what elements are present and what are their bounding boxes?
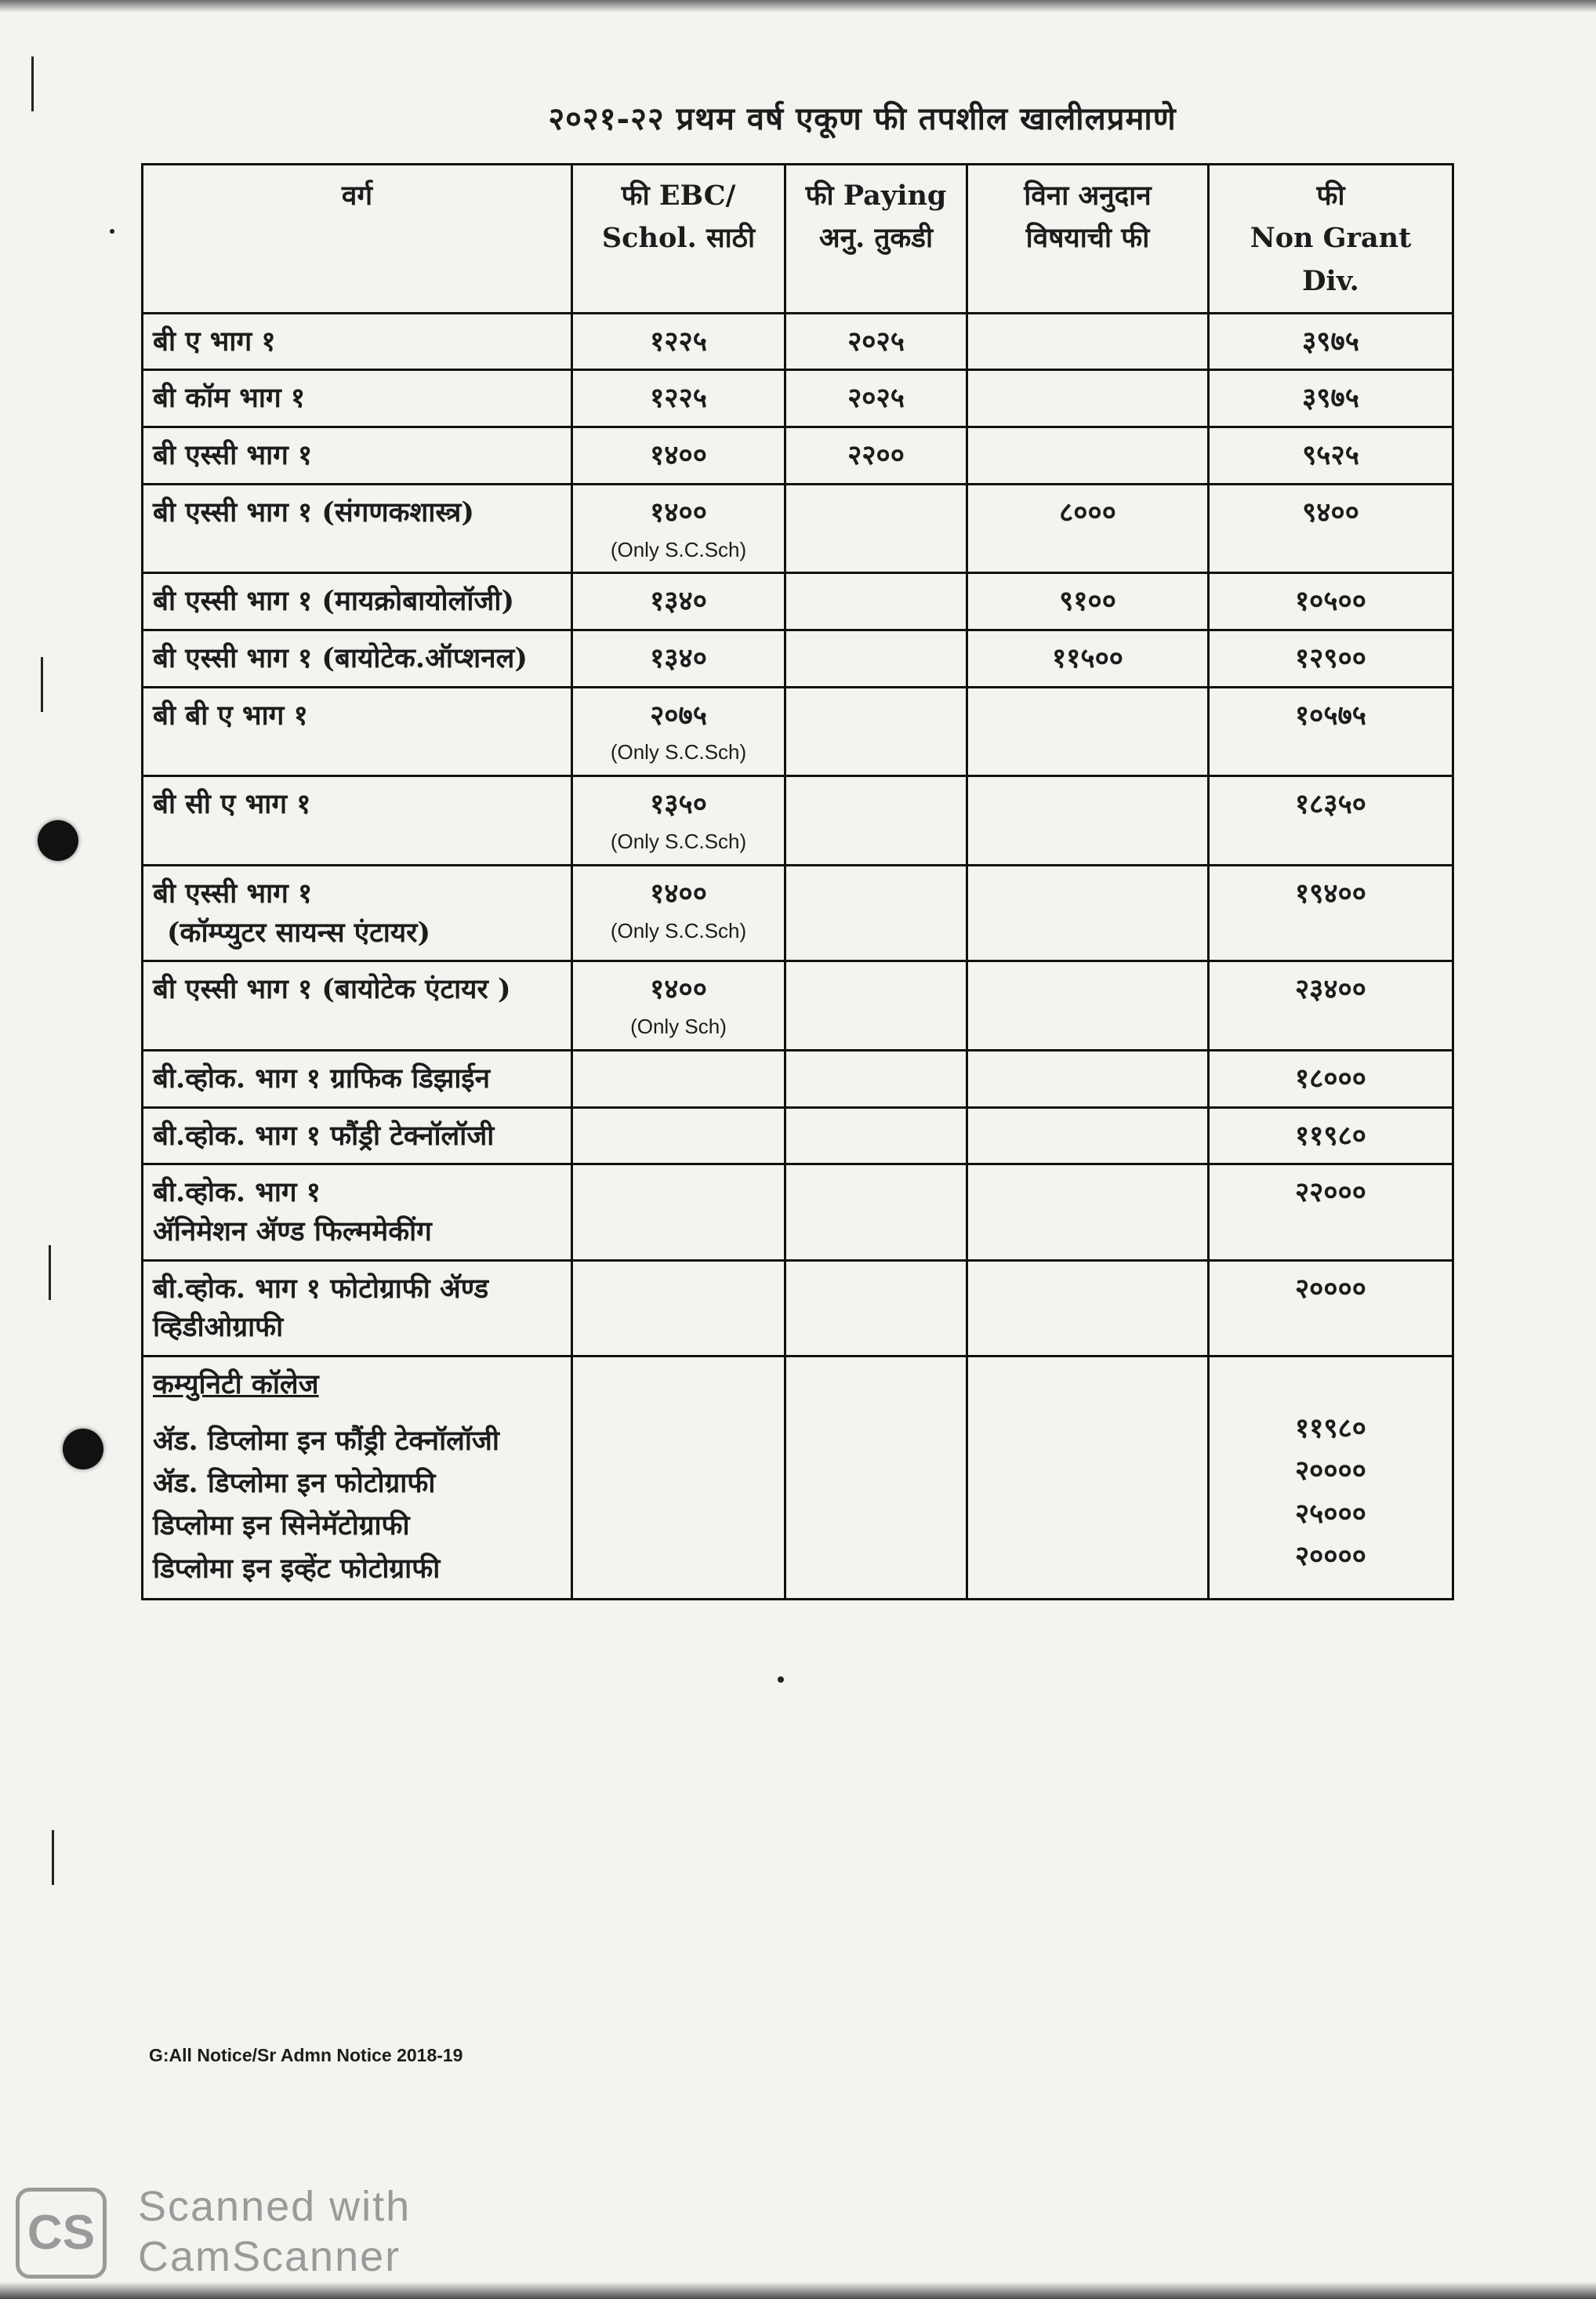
ebc-fee-cell: [572, 961, 785, 1051]
subject-fee: [967, 1164, 1209, 1260]
table-row: [143, 630, 1453, 688]
paying-fee: २२००: [785, 427, 967, 485]
ebc-note: (Only S.C.Sch): [610, 830, 747, 854]
ebc-fee-cell: [572, 687, 785, 776]
row-label: बी कॉम भाग १: [143, 370, 572, 427]
row-label: बी सी ए भाग १: [143, 776, 572, 866]
paying-fee: [785, 1260, 967, 1356]
non-grant-fee: २२०००: [1209, 1164, 1453, 1260]
table-row: [143, 1164, 1453, 1260]
subject-fee: [967, 1107, 1209, 1164]
header-subject-fee: विना अनुदान विषयाची फी: [967, 165, 1209, 314]
community-college-row: [143, 1357, 1453, 1600]
ebc-fee: १४००: [650, 496, 707, 528]
ebc-fee-cell: [572, 865, 785, 961]
subject-fee: [967, 687, 1209, 776]
row-label: बी एस्सी भाग १ (संगणकशास्त्र): [143, 484, 572, 573]
community-college-cell: [143, 1357, 572, 1600]
ebc-note: (Only S.C.Sch): [610, 537, 747, 561]
subject-fee: [967, 313, 1209, 370]
non-grant-fee: १८०००: [1209, 1050, 1453, 1107]
ebc-fee-cell: [572, 776, 785, 866]
row-label: बी एस्सी भाग १: [153, 877, 313, 910]
table-row: [143, 1050, 1453, 1107]
subject-fee: [967, 865, 1209, 961]
non-grant-fee: १९४००: [1209, 865, 1453, 961]
paying-fee: [785, 776, 967, 866]
camscanner-logo-icon: CS: [16, 2188, 107, 2279]
table-row: [143, 484, 1453, 573]
subject-fee: ११५००: [967, 630, 1209, 688]
scan-speck: [110, 229, 114, 234]
document-title: २०२१-२२ प्रथम वर्ष एकूण फी तपशील खालीलप्रमाणे: [548, 100, 1177, 137]
margin-mark: [49, 1245, 51, 1300]
watermark-line1: Scanned with: [138, 2183, 412, 2230]
ebc-fee-cell: [572, 484, 785, 573]
paying-fee: [785, 1107, 967, 1164]
non-grant-fee: ११९८०: [1294, 1412, 1366, 1445]
non-grant-fee: १२९००: [1209, 630, 1453, 688]
header-ebc: फी EBC/ Schol. साठी: [572, 165, 785, 314]
non-grant-fee: १८३५०: [1209, 776, 1453, 866]
paying-fee: [785, 865, 967, 961]
paying-fee: २०२५: [785, 313, 967, 370]
community-college-fees: [1209, 1357, 1453, 1600]
row-label-cell: [143, 865, 572, 961]
ebc-fee: १४००: [572, 427, 785, 485]
header-paying: फी Paying अनु. तुकडी: [785, 165, 967, 314]
camscanner-watermark: [138, 2181, 411, 2282]
row-label: बी एस्सी भाग १: [143, 427, 572, 485]
paying-fee: [785, 630, 967, 688]
punch-hole: [63, 1429, 103, 1469]
margin-mark: [41, 657, 43, 712]
ebc-note: (Only Sch): [630, 1015, 727, 1039]
paying-fee: [785, 961, 967, 1051]
footer-file-path: G:All Notice/Sr Admn Notice 2018-19: [149, 2045, 463, 2065]
table-row: [143, 573, 1453, 630]
ebc-note: (Only S.C.Sch): [610, 918, 747, 942]
table-row: [143, 687, 1453, 776]
paying-fee: [785, 1357, 967, 1600]
non-grant-fee: ९४००: [1209, 484, 1453, 573]
subject-fee: [967, 1357, 1209, 1600]
row-label: बी.व्होक. भाग १ ग्राफिक डिझाईन: [143, 1050, 572, 1107]
community-college-item: डिप्लोमा इन सिनेमॅटोग्राफी: [153, 1509, 410, 1542]
row-label: बी एस्सी भाग १ (बायोटेक एंटायर ): [143, 961, 572, 1051]
margin-mark: [52, 1830, 54, 1885]
scan-speck: [778, 1676, 784, 1683]
non-grant-fee: ११९८०: [1209, 1107, 1453, 1164]
ebc-fee: १४००: [650, 973, 707, 1006]
table-row: [143, 1260, 1453, 1356]
paying-fee: [785, 573, 967, 630]
community-college-heading: कम्युनिटी कॉलेज: [153, 1368, 319, 1401]
non-grant-fee: २००००: [1294, 1455, 1366, 1487]
paying-fee: २०२५: [785, 370, 967, 427]
subject-fee: [967, 776, 1209, 866]
ebc-note: (Only S.C.Sch): [610, 740, 747, 765]
non-grant-fee: १०५७५: [1209, 687, 1453, 776]
ebc-fee: [572, 1050, 785, 1107]
fee-table: [141, 163, 1454, 1600]
row-label: बी एस्सी भाग १ (बायोटेक.ऑप्शनल): [143, 630, 572, 688]
community-college-item: ॲड. डिप्लोमा इन फौंड्री टेक्नॉलॉजी: [153, 1424, 499, 1457]
row-label-line2: (कॉम्प्युटर सायन्स एंटायर): [167, 916, 431, 949]
punch-hole: [38, 820, 78, 861]
row-label: बी.व्होक. भाग १ फोटोग्राफी ॲण्ड: [153, 1272, 489, 1305]
row-label-cell: [143, 1164, 572, 1260]
table-row: [143, 865, 1453, 961]
row-label: बी एस्सी भाग १ (मायक्रोबायोलॉजी): [143, 573, 572, 630]
margin-mark: [31, 56, 34, 111]
table-row: [143, 1107, 1453, 1164]
watermark-line2: CamScanner: [138, 2233, 401, 2280]
paying-fee: [785, 1164, 967, 1260]
non-grant-fee: १०५००: [1209, 573, 1453, 630]
ebc-fee: १४००: [650, 877, 707, 910]
ebc-fee: [572, 1260, 785, 1356]
row-label: बी ए भाग १: [143, 313, 572, 370]
paying-fee: [785, 484, 967, 573]
subject-fee: [967, 427, 1209, 485]
community-college-item: डिप्लोमा इन इव्हेंट फोटोग्राफी: [153, 1552, 441, 1585]
row-label: बी बी ए भाग १: [143, 687, 572, 776]
row-label-line2: ॲनिमेशन ॲण्ड फिल्ममेकींग: [153, 1215, 432, 1248]
non-grant-fee: ३९७५: [1209, 313, 1453, 370]
ebc-fee: १३४०: [572, 630, 785, 688]
non-grant-fee: ९५२५: [1209, 427, 1453, 485]
scan-top-edge: [0, 0, 1596, 13]
subject-fee: [967, 1260, 1209, 1356]
subject-fee: [967, 370, 1209, 427]
ebc-fee: २०७५: [650, 699, 707, 732]
paying-fee: [785, 687, 967, 776]
subject-fee: ८०००: [967, 484, 1209, 573]
header-non-grant: फी Non Grant Div.: [1209, 165, 1453, 314]
ebc-fee: १२२५: [572, 370, 785, 427]
non-grant-fee: ३९७५: [1209, 370, 1453, 427]
row-label: बी.व्होक. भाग १ फौंड्री टेक्नॉलॉजी: [143, 1107, 572, 1164]
table-row: [143, 313, 1453, 370]
subject-fee: [967, 1050, 1209, 1107]
non-grant-fee: २५०००: [1294, 1497, 1366, 1530]
ebc-fee: [572, 1164, 785, 1260]
table-row: [143, 776, 1453, 866]
header-class: वर्ग: [143, 165, 572, 314]
scan-bottom-edge: [0, 2282, 1596, 2299]
non-grant-fee: २००००: [1209, 1260, 1453, 1356]
ebc-fee: [572, 1357, 785, 1600]
non-grant-fee: २३४००: [1209, 961, 1453, 1051]
table-row: [143, 961, 1453, 1051]
row-label-cell: [143, 1260, 572, 1356]
ebc-fee: [572, 1107, 785, 1164]
paying-fee: [785, 1050, 967, 1107]
table-row: [143, 370, 1453, 427]
table-row: [143, 427, 1453, 485]
community-college-item: ॲड. डिप्लोमा इन फोटोग्राफी: [153, 1467, 436, 1499]
subject-fee: ९१००: [967, 573, 1209, 630]
non-grant-fee: २००००: [1294, 1539, 1366, 1572]
ebc-fee: १३४०: [572, 573, 785, 630]
row-label-line2: व्हिडीओग्राफी: [153, 1311, 284, 1344]
ebc-fee: १३५०: [650, 788, 707, 821]
ebc-fee: १२२५: [572, 313, 785, 370]
subject-fee: [967, 961, 1209, 1051]
table-header-row: [143, 165, 1453, 314]
row-label: बी.व्होक. भाग १: [153, 1176, 321, 1209]
